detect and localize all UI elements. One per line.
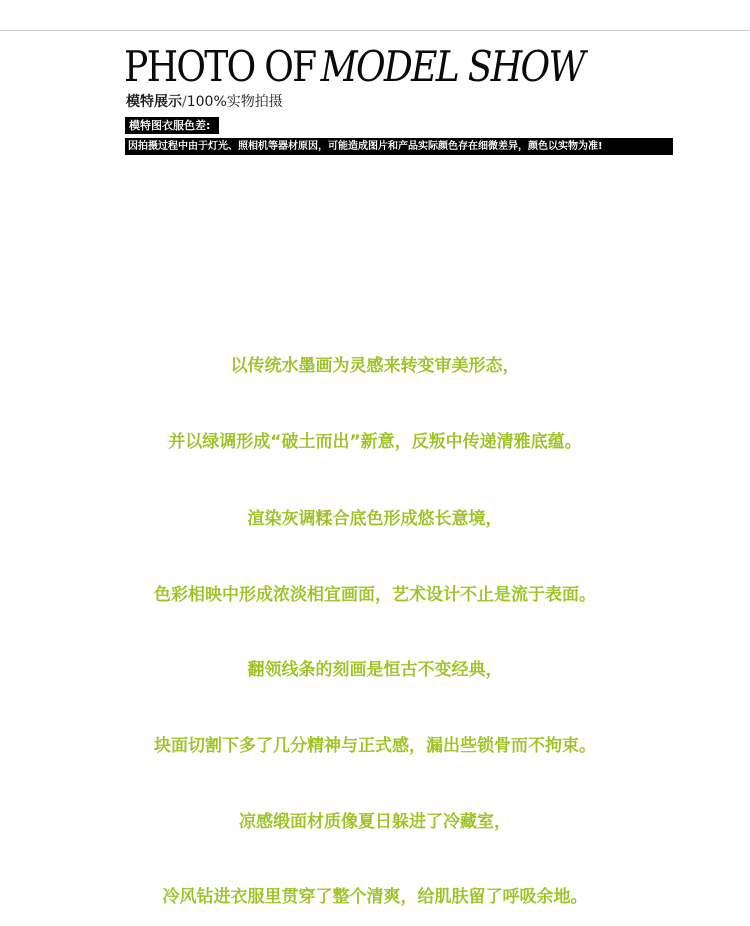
top-divider <box>0 30 750 31</box>
color-difference-label: 模特图衣服色差: <box>125 117 219 134</box>
description-line: 色彩相映中形成浓淡相宜画面，艺术设计不止是流于表面。 <box>154 585 596 605</box>
subtitle-main: 模特展示 <box>126 94 182 110</box>
description-line: 块面切割下多了几分精神与正式感，漏出些锁骨而不拘束。 <box>154 736 596 756</box>
subtitle <box>126 93 283 111</box>
description-line: 以传统水墨画为灵感来转变审美形态， <box>230 356 520 376</box>
description-line: 冷风钻进衣服里贯穿了整个清爽，给肌肤留了呼吸余地。 <box>162 887 588 907</box>
description-line: 渲染灰调糅合底色形成悠长意境， <box>247 509 503 529</box>
description-line: 凉感缎面材质像夏日躲进了冷藏室， <box>239 812 511 832</box>
page-title <box>124 44 584 90</box>
title-part-2: MODEL SHOW <box>320 42 584 91</box>
description-line: 翻领线条的刻画是恒古不变经典， <box>247 660 503 680</box>
description-line: 并以绿调形成“破土而出”新意，反叛中传递清雅底蕴。 <box>168 432 582 452</box>
title-part-1: PHOTO OF <box>124 42 316 91</box>
subtitle-rest: 100%实物拍摄 <box>186 94 283 110</box>
subtitle-slash: / <box>182 94 187 110</box>
color-difference-notice: 因拍摄过程中由于灯光、照相机等器材原因，可能造成图片和产品实际颜色存在细微差异，颜色以实物为准! <box>125 138 673 155</box>
